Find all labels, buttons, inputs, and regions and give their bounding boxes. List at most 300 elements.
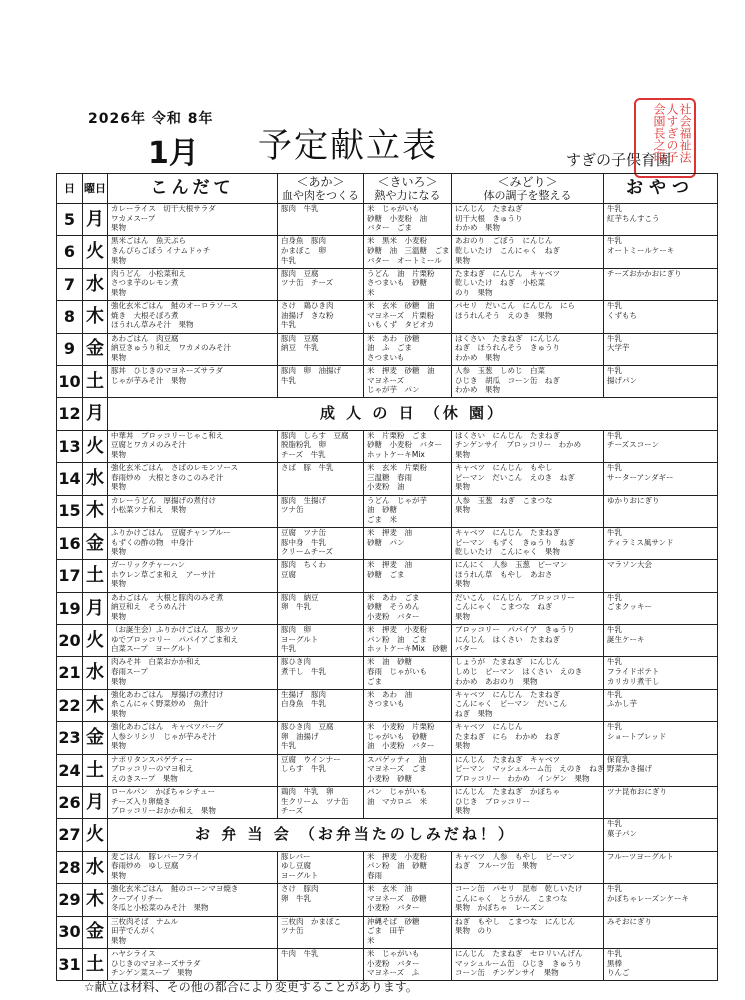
snack-cell-line: りんご [607, 968, 630, 978]
red-foods-cell-line: ツナ缶 チーズ [281, 278, 334, 288]
weekday-cell: 水 [83, 851, 108, 883]
table-row [57, 787, 718, 819]
snack-cell [604, 625, 718, 657]
menu-cell-line: もずくの酢の物 中身汁 [111, 537, 194, 547]
day-cell: 30 [57, 916, 83, 948]
green-foods-cell-line: のり 果物 [455, 287, 493, 297]
green-foods-cell-line: 果物 かぼちゃ レーズン [455, 903, 545, 913]
menu-cell-line: 果物 [111, 935, 126, 945]
table-row [57, 204, 718, 236]
snack-cell [604, 204, 718, 236]
red-foods-cell-line: さば 豚 牛乳 [281, 463, 334, 473]
menu-cell [108, 884, 278, 916]
snack-cell-line: 牛乳 [607, 365, 622, 375]
red-foods-cell-line: しらす 牛乳 [281, 764, 326, 774]
yellow-foods-cell-line: マヨネーズ 砂糖 [367, 893, 427, 903]
red-foods-cell-line: 豚肉 卵 [281, 625, 311, 635]
col-header-menu: こんだて [108, 174, 278, 204]
col-header-red [278, 174, 364, 204]
yellow-foods-cell [364, 592, 452, 624]
red-foods-cell [278, 560, 364, 592]
red-foods-cell-line: 豚肉 しらす 豆腐 [281, 430, 349, 440]
green-foods-cell-line: にんじん たまねぎ かぼちゃ [455, 787, 560, 797]
menu-cell [108, 365, 278, 397]
weekday-cell: 土 [83, 365, 108, 397]
table-row [57, 884, 718, 916]
red-foods-cell [278, 754, 364, 786]
day-cell: 14 [57, 463, 83, 495]
yellow-foods-cell-line: パン粉 油 ごま [367, 634, 427, 644]
snack-cell [604, 560, 718, 592]
red-foods-cell-line: 豚中身 牛乳 [281, 537, 326, 547]
snack-cell-line: フルーツヨーグルト [607, 851, 674, 861]
menu-cell-line: 強化あわごはん キャベツバーグ [111, 722, 224, 732]
day-cell: 10 [57, 365, 83, 397]
green-foods-cell-line: ねぎ ほうれんそう きゅうり [455, 343, 560, 353]
red-foods-cell [278, 301, 364, 333]
snack-cell [604, 722, 718, 754]
green-foods-cell-line: ブロッコリー パパイア きゅうり [455, 625, 575, 635]
yellow-foods-cell-line: じゃが芋 パン [367, 385, 420, 395]
snack-cell [604, 333, 718, 365]
red-foods-cell-line: 納豆 牛乳 [281, 343, 319, 353]
yellow-foods-cell-line: 米 片栗粉 ごま [367, 430, 427, 440]
red-foods-cell-line: ヨーグルト [281, 634, 319, 644]
weekday-cell: 金 [83, 333, 108, 365]
table-row [57, 754, 718, 786]
menu-cell-line: 焼き 大根そぼろ煮 [111, 310, 179, 320]
menu-cell-line: えのきスープ 果物 [111, 773, 178, 783]
yellow-foods-cell-line: 米 押麦 小麦粉 [367, 625, 427, 635]
snack-cell-line: ショートブレッド [607, 731, 667, 741]
green-foods-cell-line: 果物 [455, 611, 470, 621]
menu-cell-line: 果物 [111, 611, 126, 621]
menu-cell-line: ゆでブロッコリー パパイアごま和え [111, 634, 239, 644]
red-foods-cell [278, 884, 364, 916]
yellow-foods-cell [364, 851, 452, 883]
yellow-foods-cell [364, 657, 452, 689]
menu-cell-line: ふりかけごはん 豆腐チャンプルー [111, 527, 231, 537]
green-foods-cell-line: はくさい たまねぎ にんじん [455, 333, 560, 343]
menu-cell-line: あわごはん 肉豆腐 [111, 333, 179, 343]
green-foods-cell [452, 333, 604, 365]
yellow-foods-cell [364, 787, 452, 819]
snack-cell-line: 牛乳 [607, 301, 622, 311]
menu-cell-line: ブロッコリーのマヨ和え [111, 764, 194, 774]
red-foods-cell-line: さけ 鶏ひき肉 [281, 301, 334, 311]
day-cell: 23 [57, 722, 83, 754]
snack-cell [604, 851, 718, 883]
green-foods-cell-line: 果物 のり [455, 926, 493, 936]
menu-cell-line: 果物 [111, 482, 126, 492]
menu-cell-line: 果物 [111, 579, 126, 589]
red-foods-cell-line: 牛乳 [281, 375, 296, 385]
yellow-foods-cell-line: マヨネーズ ふ [367, 968, 420, 978]
menu-cell-line: 冬瓜と小松菜のみそ汁 果物 [111, 903, 209, 913]
yellow-foods-cell [364, 689, 452, 721]
green-foods-cell-line: ほうれん草 もやし あおさ [455, 569, 553, 579]
yellow-foods-cell-line: 米 押麦 油 [367, 560, 412, 570]
weekday-cell: 木 [83, 884, 108, 916]
yellow-foods-cell-line: 米 油 砂糖 [367, 657, 412, 667]
red-foods-cell-line: 生クリーム ツナ缶 [281, 796, 349, 806]
menu-cell-line: 強化玄米ごはん 鮭のオーロラソース [111, 301, 239, 311]
table-row [57, 268, 718, 300]
yellow-foods-cell [364, 625, 478, 657]
yellow-foods-cell-line: 米 玄米 砂糖 油 [367, 301, 435, 311]
red-foods-cell-line: チーズ [281, 806, 304, 816]
table-row [57, 301, 718, 333]
red-foods-cell [278, 268, 364, 300]
menu-cell-line: 中華丼 ブロッコリーじゃこ和え [111, 430, 224, 440]
snack-cell-line: 牛乳 [607, 333, 622, 343]
snack-cell [604, 527, 718, 559]
snack-cell-line: ゆかりおにぎり [607, 495, 660, 505]
snack-cell-line: 牛乳 [607, 625, 622, 635]
yellow-foods-cell-line: 米 小麦粉 片栗粉 [367, 722, 435, 732]
green-foods-cell [452, 365, 604, 397]
snack-cell-line: 牛乳 [607, 527, 622, 537]
yellow-foods-cell-line: 米 あわ 油 [367, 689, 412, 699]
red-foods-cell-line: 鶏肉 牛乳 卵 [281, 787, 334, 797]
yellow-foods-cell [364, 884, 452, 916]
red-foods-cell [278, 365, 364, 397]
yellow-foods-cell-line: 油 小麦粉 バター [367, 741, 435, 751]
snack-cell-line: 揚げパン [607, 375, 637, 385]
menu-cell-line: 春雨炒め 大根ときのこのみそ汁 [111, 472, 224, 482]
menu-cell [108, 625, 278, 657]
menu-cell-line: ほうれん草みそ汁 果物 [111, 320, 194, 330]
red-foods-cell-line: 豚肉 豆腐 [281, 268, 319, 278]
menu-cell-line: 果物 [111, 255, 126, 265]
weekday-cell: 水 [83, 268, 108, 300]
menu-cell-line: ガーリックチャーハン [111, 560, 186, 570]
snack-cell-line: 牛乳 [607, 819, 622, 829]
menu-cell-line: ひじきのマヨネーズサラダ [111, 958, 201, 968]
menu-cell-line: 果物 [111, 676, 126, 686]
yellow-foods-cell [364, 204, 452, 236]
snack-cell-line: 牛乳 [607, 463, 622, 473]
menu-cell-line: きんぴらごぼう イナムドゥチ [111, 245, 211, 255]
yellow-foods-cell-line: 米 あわ ごま [367, 592, 420, 602]
snack-cell-line: 菓子パン [607, 829, 637, 839]
snack-cell-line: かぼちゃレーズンケーキ [607, 893, 689, 903]
green-foods-cell [452, 689, 604, 721]
weekday-cell: 月 [83, 204, 108, 236]
red-foods-cell-line: 豚肉 卵 油揚げ [281, 365, 341, 375]
menu-cell-line: 肉うどん 小松菜和え [111, 268, 186, 278]
snack-cell-line: 牛乳 [607, 722, 622, 732]
weekday-cell: 月 [83, 398, 108, 430]
snack-cell-line: みそおにぎり [607, 916, 652, 926]
day-cell: 21 [57, 657, 83, 689]
red-foods-cell [278, 851, 364, 883]
green-foods-cell-line: 乾しいたけ こんにゃく ねぎ [455, 245, 560, 255]
green-foods-cell [452, 268, 604, 300]
red-foods-cell-line: 牛乳 [281, 644, 296, 654]
snack-cell [604, 495, 718, 527]
menu-cell-line: 肉みそ丼 白菜おかか和え [111, 657, 201, 667]
col-header-yellow [364, 174, 452, 204]
yellow-foods-cell-line: 春雨 [367, 871, 382, 880]
yellow-foods-cell-line: うどん じゃが芋 [367, 495, 427, 505]
table-row [57, 625, 718, 657]
yellow-foods-cell [364, 333, 452, 365]
day-cell: 7 [57, 268, 83, 300]
yellow-foods-cell-line: いもくず タピオカ [367, 320, 435, 330]
snack-cell-line: 牛乳 [607, 236, 622, 246]
yellow-foods-cell [364, 365, 452, 397]
weekday-cell: 火 [83, 625, 108, 657]
menu-cell-line: カレーうどん 厚揚げの煮付け [111, 495, 216, 505]
menu-cell-line: 黒米ごはん 魚天ぷら [111, 236, 186, 246]
yellow-foods-cell-line: 砂糖 パン [367, 537, 405, 547]
table-row [57, 236, 718, 268]
menu-cell [108, 592, 278, 624]
snack-cell [604, 236, 718, 268]
day-cell: 13 [57, 430, 83, 462]
green-foods-cell-line: あおのり ごぼう にんじん [455, 236, 553, 246]
menu-cell [108, 204, 278, 236]
weekday-cell: 金 [83, 916, 108, 948]
yellow-foods-cell-line: スパゲッティ 油 [367, 754, 427, 764]
red-foods-cell-line: 卵 牛乳 [281, 893, 311, 903]
red-foods-cell-line: 生揚げ 豚肉 [281, 689, 326, 699]
menu-cell-line: カレーライス 切干大根サラダ [111, 204, 216, 213]
menu-cell-line: 果物 [111, 709, 126, 719]
red-foods-cell [278, 204, 364, 236]
green-foods-cell-line: こんにゃく ピーマン だいこん [455, 699, 568, 709]
green-foods-cell-line: 果物 [455, 806, 470, 816]
red-foods-cell [278, 948, 364, 980]
yellow-foods-cell-line: バター オートミール [367, 255, 442, 265]
yellow-foods-cell-line: 砂糖 そうめん [367, 602, 420, 612]
day-cell: 31 [57, 948, 83, 980]
menu-cell-line: あわごはん 大根と豚肉のみそ煮 [111, 592, 224, 602]
yellow-foods-cell-line: マヨネーズ 片栗粉 [367, 310, 435, 320]
menu-cell [108, 787, 278, 819]
red-foods-cell-line: 卵 牛乳 [281, 602, 311, 612]
year-label: 2026年 令和 8年 [88, 111, 214, 127]
green-foods-cell-line: にんじん たまねぎ キャベツ [455, 754, 560, 764]
weekday-cell: 木 [83, 689, 108, 721]
snack-cell [604, 916, 718, 948]
snack-cell-line: オートミールケーキ [607, 245, 675, 255]
yellow-foods-cell-line: さつまいも [367, 699, 405, 709]
green-foods-cell-line: わかめ 果物 [455, 385, 500, 395]
green-foods-cell-line: キャベツ にんじん [455, 722, 523, 732]
yellow-foods-cell [364, 268, 452, 300]
menu-cell [108, 495, 278, 527]
red-foods-cell-line: 煮干し 牛乳 [281, 667, 326, 677]
red-foods-cell [278, 527, 364, 559]
green-foods-cell-line: ピーマン マッシュルーム缶 えのき ねぎ [455, 764, 605, 774]
snack-cell-line: 野菜かき揚げ [607, 764, 652, 774]
menu-cell-line: じゃが芋みそ汁 果物 [111, 375, 186, 385]
table-row [57, 592, 718, 624]
col-header-day: 日 [57, 174, 83, 204]
menu-cell-line: ワカメスープ [111, 213, 156, 223]
yellow-foods-cell [364, 527, 452, 559]
menu-cell [108, 689, 278, 721]
yellow-foods-cell-line: 小麦粉 バター [367, 611, 420, 621]
green-foods-cell-line: こんにゃく とうがん こまつな [455, 893, 568, 903]
day-cell: 8 [57, 301, 83, 333]
yellow-foods-cell-line: 砂糖 小麦粉 油 [367, 213, 427, 223]
red-foods-cell [278, 787, 364, 819]
yellow-foods-cell-line: ごま 米 [367, 514, 397, 524]
yellow-foods-cell-line: 米 玄米 片栗粉 [367, 463, 427, 473]
green-foods-cell [452, 560, 604, 592]
green-foods-cell-line: ひじき 胡瓜 コーン缶 ねぎ [455, 375, 560, 385]
snack-cell [604, 754, 718, 786]
menu-cell-line: 果物 [111, 449, 126, 459]
green-foods-cell-line: にんじん たまねぎ [455, 204, 523, 213]
green-foods-cell-line: 乾しいたけ ねぎ 小松菜 [455, 278, 545, 288]
yellow-foods-cell [364, 722, 452, 754]
green-foods-cell-line: 果物 [455, 505, 470, 515]
yellow-foods-cell-line: 米 押麦 小麦粉 [367, 851, 427, 861]
menu-cell-line: チーズ入り卵焼き [111, 796, 171, 806]
yellow-foods-cell-line: マヨネーズ [367, 375, 405, 385]
table-row [57, 463, 718, 495]
red-foods-cell-line: 牛肉 牛乳 [281, 948, 319, 958]
yellow-foods-cell [364, 560, 452, 592]
menu-cell [108, 301, 278, 333]
menu-cell [108, 236, 278, 268]
red-foods-cell [278, 689, 364, 721]
yellow-foods-cell-line: 米 押麦 砂糖 油 [367, 365, 435, 375]
green-foods-cell [452, 430, 604, 462]
red-foods-cell-line: かまぼこ 卵 [281, 245, 326, 255]
menu-cell [108, 657, 278, 689]
menu-rows [57, 204, 718, 981]
menu-cell-line: 強化玄米ごはん 鮭のコーンマヨ焼き [111, 884, 239, 894]
red-foods-cell-line: 豆腐 [281, 569, 296, 579]
table-row [57, 657, 718, 689]
yellow-foods-cell-line: 小麦粉 砂糖 [367, 773, 412, 783]
day-cell: 20 [57, 625, 83, 657]
red-foods-cell-line: 豚肉 生揚げ [281, 495, 326, 505]
red-foods-cell-line: ツナ缶 [281, 926, 304, 936]
menu-cell-line: 三枚肉そば ナムル [111, 916, 179, 926]
snack-cell-line: ツナ昆布おにぎり [607, 787, 667, 797]
table-row [57, 948, 718, 980]
menu-cell-line: 果物 [111, 223, 126, 233]
yellow-foods-cell-line: 春雨 じゃがいも [367, 667, 427, 677]
green-foods-cell-line: チンゲンサイ ブロッコリー わかめ [455, 440, 582, 450]
red-foods-cell-line: 豚レバー [281, 851, 311, 861]
table-row [57, 398, 718, 430]
yellow-foods-cell-line: 小麦粉 バター [367, 903, 420, 913]
green-foods-cell-line: ピーマン だいこん えのき ねぎ [455, 472, 575, 482]
menu-cell-line: ナポリタンスパゲティー [111, 754, 193, 764]
menu-cell-line: 果物 [111, 547, 126, 557]
weekday-cell: 木 [83, 301, 108, 333]
snack-cell [604, 463, 718, 495]
col-header-green [452, 174, 604, 204]
red-foods-cell-line: 豆腐 ツナ缶 [281, 527, 326, 537]
weekday-cell: 月 [83, 787, 108, 819]
menu-cell [108, 463, 278, 495]
day-cell: 26 [57, 787, 83, 819]
red-foods-cell [278, 463, 364, 495]
menu-cell-line: 白菜スープ ヨーグルト [111, 644, 193, 654]
snack-cell-line: 牛乳 [607, 204, 622, 213]
menu-cell-line: 果物 [111, 287, 126, 297]
green-foods-cell [452, 204, 604, 236]
green-foods-cell-line: ねぎ フルーツ缶 果物 [455, 861, 537, 871]
green-foods-cell-line: キャベツ にんじん もやし [455, 463, 553, 473]
green-foods-cell-line: ほうれんそう えのき 果物 [455, 310, 553, 320]
red-group-subtitle: 血や肉をつくる [282, 188, 359, 202]
yellow-foods-cell-line: 米 じゃがいも [367, 948, 420, 958]
green-foods-cell-line: ピーマン もずく きゅうり ねぎ [455, 537, 575, 547]
menu-cell [108, 754, 278, 786]
yellow-foods-cell-line: パン じゃがいも [367, 787, 427, 797]
yellow-foods-cell-line: ごま 田芋 [367, 926, 405, 936]
snack-cell [604, 268, 718, 300]
table-row [57, 527, 718, 559]
green-foods-cell [452, 722, 604, 754]
yellow-foods-cell-line: 三温糖 春雨 [367, 472, 412, 482]
menu-cell-line: 納豆きゅうり和え ワカメのみそ汁 [111, 343, 231, 353]
table-row [57, 689, 718, 721]
menu-cell-line: ホウレン草ごま和え アーサ汁 [111, 569, 216, 579]
snack-cell-line: 誕生ケーキ [607, 634, 645, 644]
green-foods-cell-line: 切干大根 きゅうり [455, 213, 523, 223]
table-row [57, 495, 718, 527]
yellow-foods-cell-line: 米 [367, 935, 375, 945]
red-foods-cell-line: 白身魚 豚肉 [281, 236, 326, 246]
yellow-foods-cell-line: 砂糖 小麦粉 バター [367, 440, 442, 450]
menu-cell [108, 268, 278, 300]
green-foods-cell [452, 948, 604, 980]
weekday-cell: 火 [83, 819, 108, 851]
yellow-foods-cell [364, 430, 452, 462]
page-title: 予定献立表 [258, 126, 438, 166]
yellow-foods-cell [364, 236, 452, 268]
day-cell: 5 [57, 204, 83, 236]
yellow-foods-cell-line: ホットケーキMix [367, 449, 425, 459]
snack-cell-line: 牛乳 [607, 657, 622, 667]
snack-cell-line: 牛乳 [607, 592, 622, 602]
green-foods-cell-line: こんにゃく こまつな ねぎ [455, 602, 553, 612]
snack-cell-line: ごまクッキー [607, 602, 652, 612]
yellow-foods-cell-line: 米 玄米 油 [367, 884, 412, 894]
day-cell: 9 [57, 333, 83, 365]
event-cell: お 弁 当 会 （お弁当たのしみだね！） [108, 819, 604, 851]
weekday-cell: 金 [83, 527, 108, 559]
menu-cell-line: 強化玄米ごはん さばのレモンソース [111, 463, 239, 473]
yellow-foods-cell-line: 砂糖 ごま [367, 569, 405, 579]
menu-schedule-table [56, 173, 718, 981]
menu-cell [108, 527, 278, 559]
red-foods-cell-line: 牛乳 [281, 320, 296, 330]
red-foods-cell-line: ヨーグルト [281, 871, 319, 880]
month-label: 1月 [148, 136, 199, 171]
menu-cell-line: （お誕生会）ふりかけごはん 豚カツ [111, 625, 239, 635]
red-foods-cell-line: 豚肉 ちくわ [281, 560, 326, 570]
green-foods-cell-line: 果物 [455, 482, 470, 492]
yellow-group-subtitle: 熱や力になる [374, 188, 441, 202]
snack-cell [604, 948, 718, 980]
day-cell: 17 [57, 560, 83, 592]
yellow-foods-cell-line: パン粉 油 砂糖 [367, 861, 427, 871]
menu-cell-line: さつま芋のレモン煮 [111, 278, 179, 288]
yellow-foods-cell [364, 916, 452, 948]
day-cell: 27 [57, 819, 83, 851]
